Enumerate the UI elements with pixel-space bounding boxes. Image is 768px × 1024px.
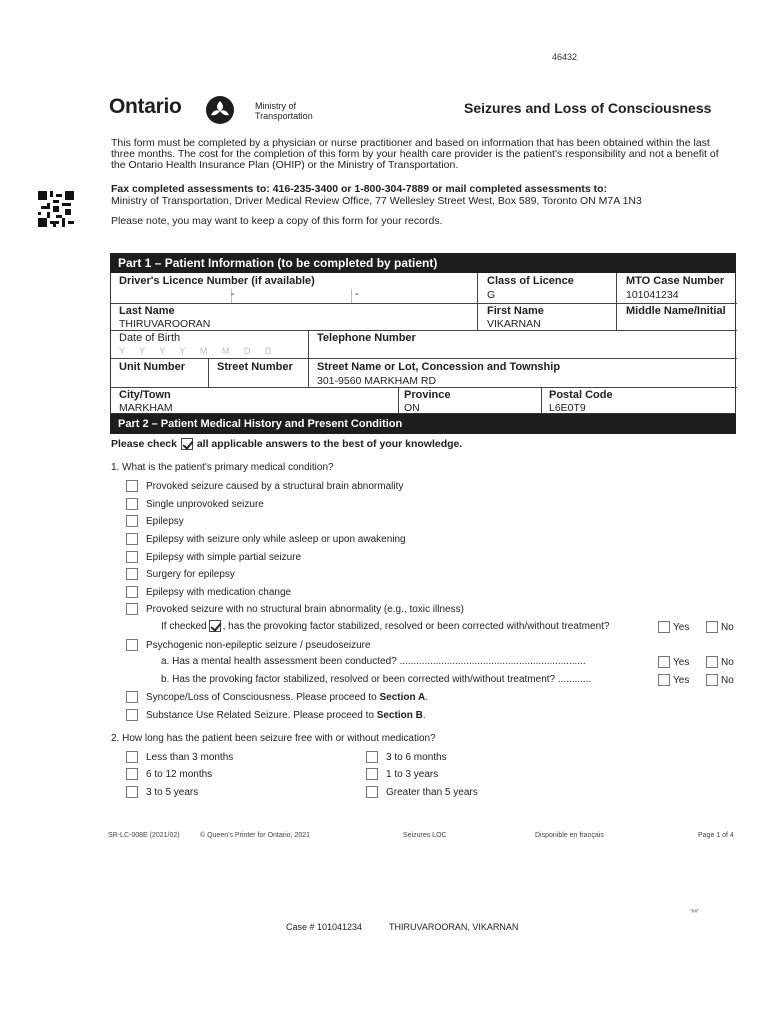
- checkbox[interactable]: [366, 751, 378, 763]
- question-2: 2. How long has the patient been seizure free with or without medication?: [111, 733, 436, 744]
- yes-label: Yes: [673, 656, 690, 668]
- row-divider: [111, 330, 737, 331]
- mto-case-number-label: MTO Case Number: [626, 275, 725, 287]
- row-divider: [111, 387, 737, 388]
- checkbox[interactable]: [658, 621, 670, 633]
- option-psychogenic[interactable]: [126, 639, 371, 651]
- checkbox[interactable]: [658, 656, 670, 668]
- licence-number-dash: -: [355, 288, 359, 300]
- street-number-label: Street Number: [217, 361, 293, 373]
- option-label: Less than 3 months: [146, 751, 234, 763]
- option-label: 1 to 3 years: [386, 768, 439, 780]
- substance-text: Substance Use Related Seizure. Please proceed to: [146, 709, 377, 721]
- question-1: 1. What is the patient's primary medical condition?: [111, 462, 334, 473]
- option-surgery[interactable]: [126, 568, 235, 580]
- telephone-label: Telephone Number: [317, 332, 416, 344]
- patient-info-table: [110, 273, 736, 414]
- option-label: Surgery for epilepsy: [146, 568, 235, 580]
- last-name-value[interactable]: THIRUVAROORAN: [119, 318, 211, 330]
- street-name-value[interactable]: 301-9560 MARKHAM RD: [317, 375, 437, 387]
- postal-code-value[interactable]: L6E0T9: [549, 402, 586, 414]
- instruction-post: all applicable answers to the best of your knowledge.: [196, 438, 463, 450]
- section-a-link: Section A: [379, 691, 426, 703]
- checkbox[interactable]: [126, 709, 138, 721]
- patient-name-footer: THIRUVAROORAN, VIKARNAN: [389, 922, 519, 932]
- col-divider: [616, 273, 617, 330]
- option-provoked-structural[interactable]: [126, 480, 403, 492]
- option-less-than-3-months[interactable]: [126, 751, 233, 763]
- check-instruction: [111, 438, 462, 450]
- scan-mark: "##": [690, 909, 700, 915]
- option-provoked-no-structural[interactable]: [126, 603, 464, 615]
- form-code: SR-LC-008E (2021/02): [108, 832, 180, 839]
- col-divider: [208, 358, 209, 387]
- option-epilepsy-asleep[interactable]: [126, 533, 406, 545]
- row-divider: [111, 303, 737, 304]
- ministry-line-2: Transportation: [255, 111, 313, 121]
- col-divider: [541, 387, 542, 414]
- date-of-birth-placeholder[interactable]: Y Y Y Y M M D D: [119, 346, 278, 356]
- if-checked-post: , has the provoking factor stabilized, resolved or been corrected with/without treatment?: [222, 620, 610, 632]
- unit-number-label: Unit Number: [119, 361, 185, 373]
- trillium-logo-icon: [204, 95, 236, 125]
- checkbox[interactable]: [126, 786, 138, 798]
- ontario-logo-text: Ontario: [109, 95, 182, 118]
- checkbox[interactable]: [126, 515, 138, 527]
- ministry-name: [255, 101, 313, 121]
- option-label: Provoked seizure with no structural brain abnormality (e.g., toxic illness): [146, 603, 464, 615]
- checkbox[interactable]: [126, 480, 138, 492]
- yes-label: Yes: [673, 674, 690, 686]
- option-label: Epilepsy: [146, 515, 184, 527]
- class-of-licence-label: Class of Licence: [487, 275, 574, 287]
- option-label: Single unprovoked seizure: [146, 498, 264, 510]
- section-b-link: Section B: [376, 709, 423, 721]
- option-label: Epilepsy with seizure only while asleep or upon awakening: [146, 533, 406, 545]
- checkbox[interactable]: [366, 768, 378, 780]
- no-label: No: [721, 674, 734, 686]
- checkbox[interactable]: [706, 656, 718, 668]
- col-divider: [398, 387, 399, 414]
- sub-a-no[interactable]: [706, 656, 734, 668]
- if-checked-pre: If checked: [161, 620, 207, 632]
- french-availability: Disponible en français: [535, 832, 604, 839]
- if-checked-question: [161, 620, 609, 632]
- checkbox[interactable]: [126, 498, 138, 510]
- postal-code-label: Postal Code: [549, 389, 613, 401]
- mailing-address: Ministry of Transportation, Driver Medical Review Office, 77 Wellesley Street West, Box 589, Toronto ON M7A 1N3: [111, 195, 642, 207]
- sub-a-yes[interactable]: [658, 656, 689, 668]
- option-single-unprovoked[interactable]: [126, 498, 264, 510]
- licence-number-dash: -: [231, 288, 235, 300]
- no-label: No: [721, 656, 734, 668]
- first-name-value[interactable]: VIKARNAN: [487, 318, 541, 330]
- checkbox[interactable]: [126, 751, 138, 763]
- option-1-to-3-years[interactable]: [366, 768, 438, 780]
- fax-instruction: Fax completed assessments to: 416-235-3400 or 1-800-304-7889 or mail completed assessments to:: [111, 183, 608, 195]
- col-divider: [308, 330, 309, 387]
- option-substance-use[interactable]: [126, 709, 426, 721]
- checkbox[interactable]: [126, 586, 138, 598]
- option-greater-than-5-years[interactable]: [366, 786, 478, 798]
- last-name-label: Last Name: [119, 305, 175, 317]
- option-3-to-6-months[interactable]: [366, 751, 447, 763]
- city-value[interactable]: MARKHAM: [119, 402, 173, 414]
- copyright: © Queen's Printer for Ontario, 2021: [200, 832, 310, 839]
- date-of-birth-label: Date of Birth: [119, 332, 181, 344]
- checkbox[interactable]: [126, 639, 138, 651]
- sub-b-no[interactable]: [706, 674, 734, 686]
- part1-header: Part 1 – Patient Information (to be completed by patient): [110, 253, 736, 273]
- street-name-label: Street Name or Lot, Concession and Township: [317, 361, 561, 373]
- checkbox[interactable]: [126, 691, 138, 703]
- no-label: No: [721, 621, 734, 633]
- row-divider: [111, 358, 737, 359]
- document-number: 46432: [552, 52, 578, 62]
- intro-paragraph: This form must be completed by a physician or nurse practitioner and based on information that has been obtained within the last three months. The cost for the completion of this form by your health care provider is the patient's responsibility and not a benefit of the Ontario Health Insurance Plan (OHIP) or the Ministry of Transportation.: [111, 137, 719, 172]
- checkbox[interactable]: [706, 621, 718, 633]
- checkmark-icon: [209, 620, 221, 632]
- option-label: Provoked seizure caused by a structural brain abnormality: [146, 480, 404, 492]
- city-label: City/Town: [119, 389, 171, 401]
- checkbox[interactable]: [706, 674, 718, 686]
- yes-label: Yes: [673, 621, 690, 633]
- if-checked-yes[interactable]: [658, 621, 689, 633]
- checkbox[interactable]: [126, 603, 138, 615]
- first-name-label: First Name: [487, 305, 544, 317]
- if-checked-no[interactable]: [706, 621, 734, 633]
- syncope-text: Syncope/Loss of Consciousness. Please proceed to: [146, 691, 380, 703]
- col-divider: [477, 273, 478, 330]
- option-label: 3 to 5 years: [146, 786, 199, 798]
- checkbox[interactable]: [126, 533, 138, 545]
- sub-question-a: a. Has a mental health assessment been conducted? ...................................................................: [161, 656, 586, 667]
- sub-b-yes[interactable]: [658, 674, 689, 686]
- province-label: Province: [404, 389, 451, 401]
- mto-case-number-value[interactable]: 101041234: [626, 289, 679, 301]
- option-label: 3 to 6 months: [386, 751, 447, 763]
- short-title: Seizures LOC: [403, 832, 447, 839]
- syncope-period: .: [425, 691, 429, 703]
- middle-name-label: Middle Name/Initial: [626, 305, 726, 317]
- option-label: [146, 710, 426, 721]
- licence-number-label: Driver's Licence Number (if available): [119, 275, 315, 287]
- instruction-pre: Please check: [111, 438, 177, 450]
- checkmark-icon: [181, 438, 193, 450]
- checkbox[interactable]: [126, 551, 138, 563]
- checkbox[interactable]: [658, 674, 670, 686]
- option-syncope[interactable]: [126, 691, 428, 703]
- option-label: Epilepsy with medication change: [146, 586, 292, 598]
- option-3-to-5-years[interactable]: [126, 786, 198, 798]
- option-6-to-12-months[interactable]: [126, 768, 212, 780]
- option-label: 6 to 12 months: [146, 768, 213, 780]
- form-title: Seizures and Loss of Consciousness: [464, 100, 712, 116]
- part2-header: Part 2 – Patient Medical History and Present Condition: [110, 414, 736, 434]
- option-label: Psychogenic non-epileptic seizure / pseudoseizure: [146, 639, 371, 651]
- sub-question-b: b. Has the provoking factor stabilized, resolved or been corrected with/without treatment? ............: [161, 674, 592, 685]
- option-epilepsy-partial[interactable]: [126, 551, 301, 563]
- page-number: Page 1 of 4: [698, 832, 734, 839]
- checkbox[interactable]: [126, 568, 138, 580]
- option-label: [146, 692, 428, 703]
- keep-copy-note: Please note, you may want to keep a copy of this form for your records.: [111, 215, 443, 227]
- checkbox[interactable]: [126, 768, 138, 780]
- province-value[interactable]: ON: [404, 402, 420, 414]
- option-medication-change[interactable]: [126, 586, 291, 598]
- class-of-licence-value[interactable]: G: [487, 289, 496, 301]
- case-number-footer: Case # 101041234: [286, 922, 363, 932]
- substance-period: .: [422, 709, 426, 721]
- ministry-line-1: Ministry of: [255, 101, 297, 111]
- option-label: Epilepsy with simple partial seizure: [146, 551, 302, 563]
- option-epilepsy[interactable]: [126, 515, 184, 527]
- barcode-icon: [38, 191, 74, 227]
- licence-digit-mark: [351, 289, 352, 303]
- checkbox[interactable]: [366, 786, 378, 798]
- option-label: Greater than 5 years: [386, 786, 478, 798]
